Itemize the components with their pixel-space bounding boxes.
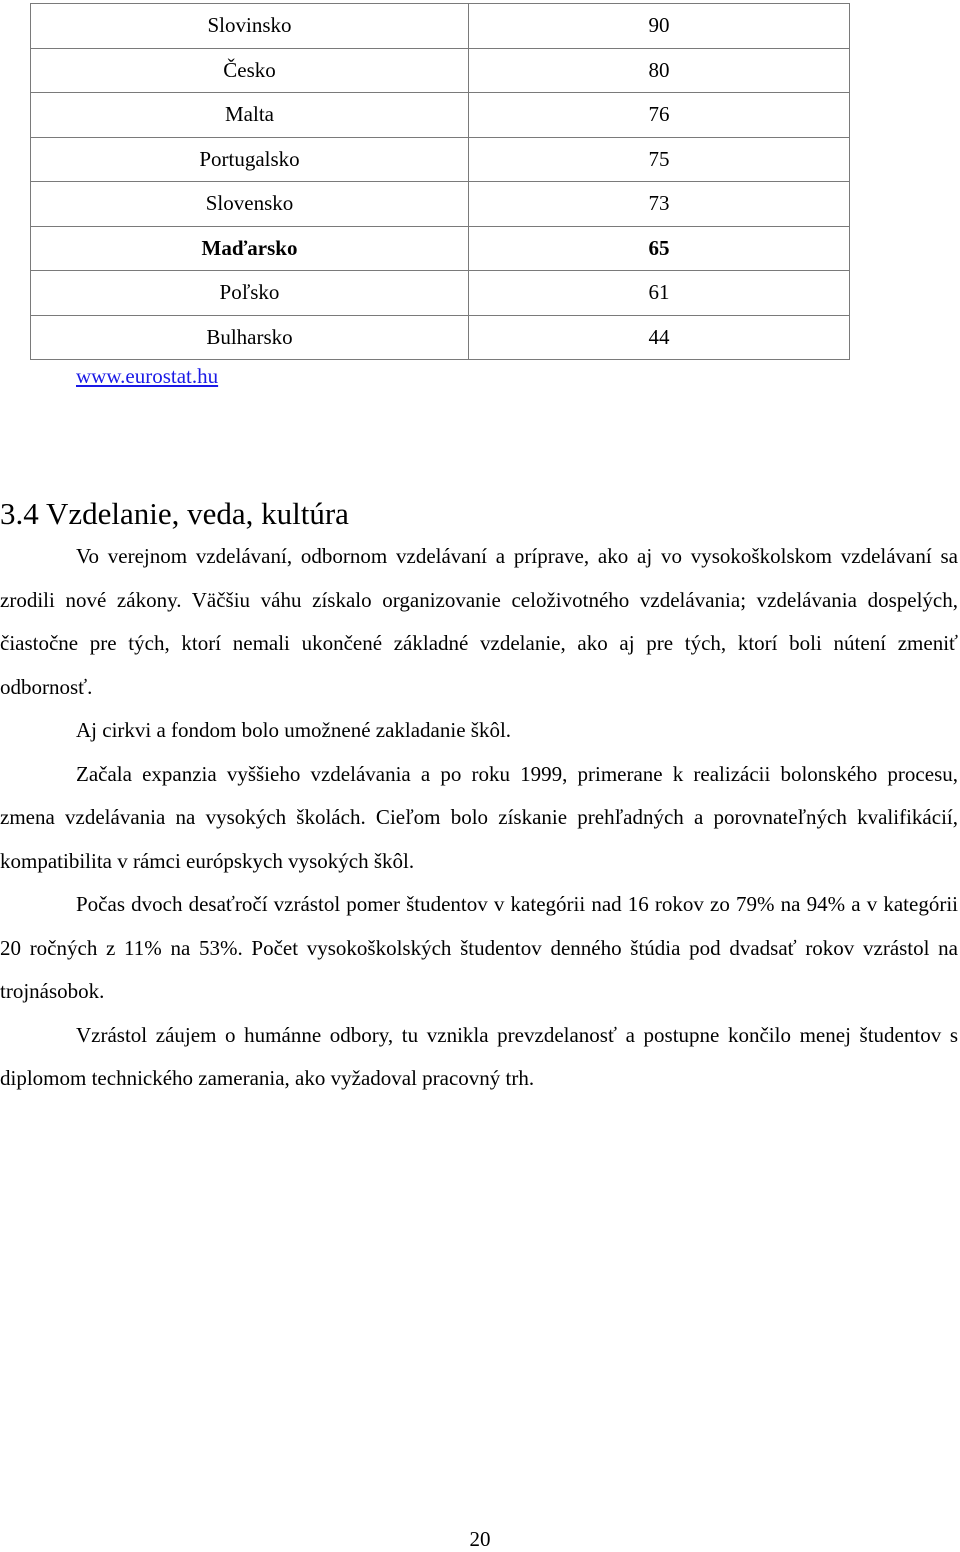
country-data-table [30,3,850,360]
country-cell: Česko [31,48,469,93]
country-cell: Slovensko [31,182,469,227]
value-cell: 44 [469,315,850,360]
table-row [31,271,850,316]
country-cell: Poľsko [31,271,469,316]
value-cell: 65 [469,226,850,271]
page-number: 20 [469,1527,491,1551]
value-cell: 76 [469,93,850,138]
country-cell: Maďarsko [31,226,469,271]
value-cell: 80 [469,48,850,93]
paragraph: Začala expanzia vyššieho vzdelávania a po roku 1999, primerane k realizácii bolonského procesu, zmena vzdelávania na vysokých školách. Cieľom bolo získanie prehľadných a porovnateľných kvalifikácií, kompatibilita v rámci európskych vysokých škôl. [0,761,958,873]
table-row [31,93,850,138]
table-row-highlighted [31,226,850,271]
table-row [31,48,850,93]
source-link[interactable]: www.eurostat.hu [76,364,219,388]
paragraph: Vzrástol záujem o humánne odbory, tu vznikla prevzdelanosť a postupne končilo menej študentov s diplomom technického zamerania, ako vyžadoval pracovný trh. [0,1022,958,1090]
value-cell: 75 [469,137,850,182]
paragraph: Vo verejnom vzdelávaní, odbornom vzdelávaní a príprave, ako aj vo vysokoškolskom vzdelávaní sa zrodili nové zákony. Väčšiu váhu získalo organizovanie celoživotného vzdelávania; vzdelávania dospelých, čiastočne pre tých, ktorí nemali ukončené základné vzdelanie, ako aj pre tých, ktorí boli nútení zmeniť odbornosť. [0,544,958,699]
value-cell: 61 [469,271,850,316]
paragraph: Počas dvoch desaťročí vzrástol pomer študentov v kategórii nad 16 rokov zo 79% na 94% a v kategórii 20 ročných z 11% na 53%. Počet vysokoškolských študentov denného štúdia pod dvadsať rokov vzrástol na trojnásobok. [0,892,958,1003]
table-row [31,182,850,227]
table-row [31,4,850,49]
table-row [31,315,850,360]
value-cell: 73 [469,182,850,227]
country-cell: Bulharsko [31,315,469,360]
paragraph: Aj cirkvi a fondom bolo umožnené zakladanie škôl. [76,718,512,742]
country-cell: Malta [31,93,469,138]
value-cell: 90 [469,4,850,49]
section-heading: 3.4 Vzdelanie, veda, kultúra [0,496,349,531]
country-cell: Slovinsko [31,4,469,49]
table-row [31,137,850,182]
section-body [0,535,958,1101]
country-cell: Portugalsko [31,137,469,182]
